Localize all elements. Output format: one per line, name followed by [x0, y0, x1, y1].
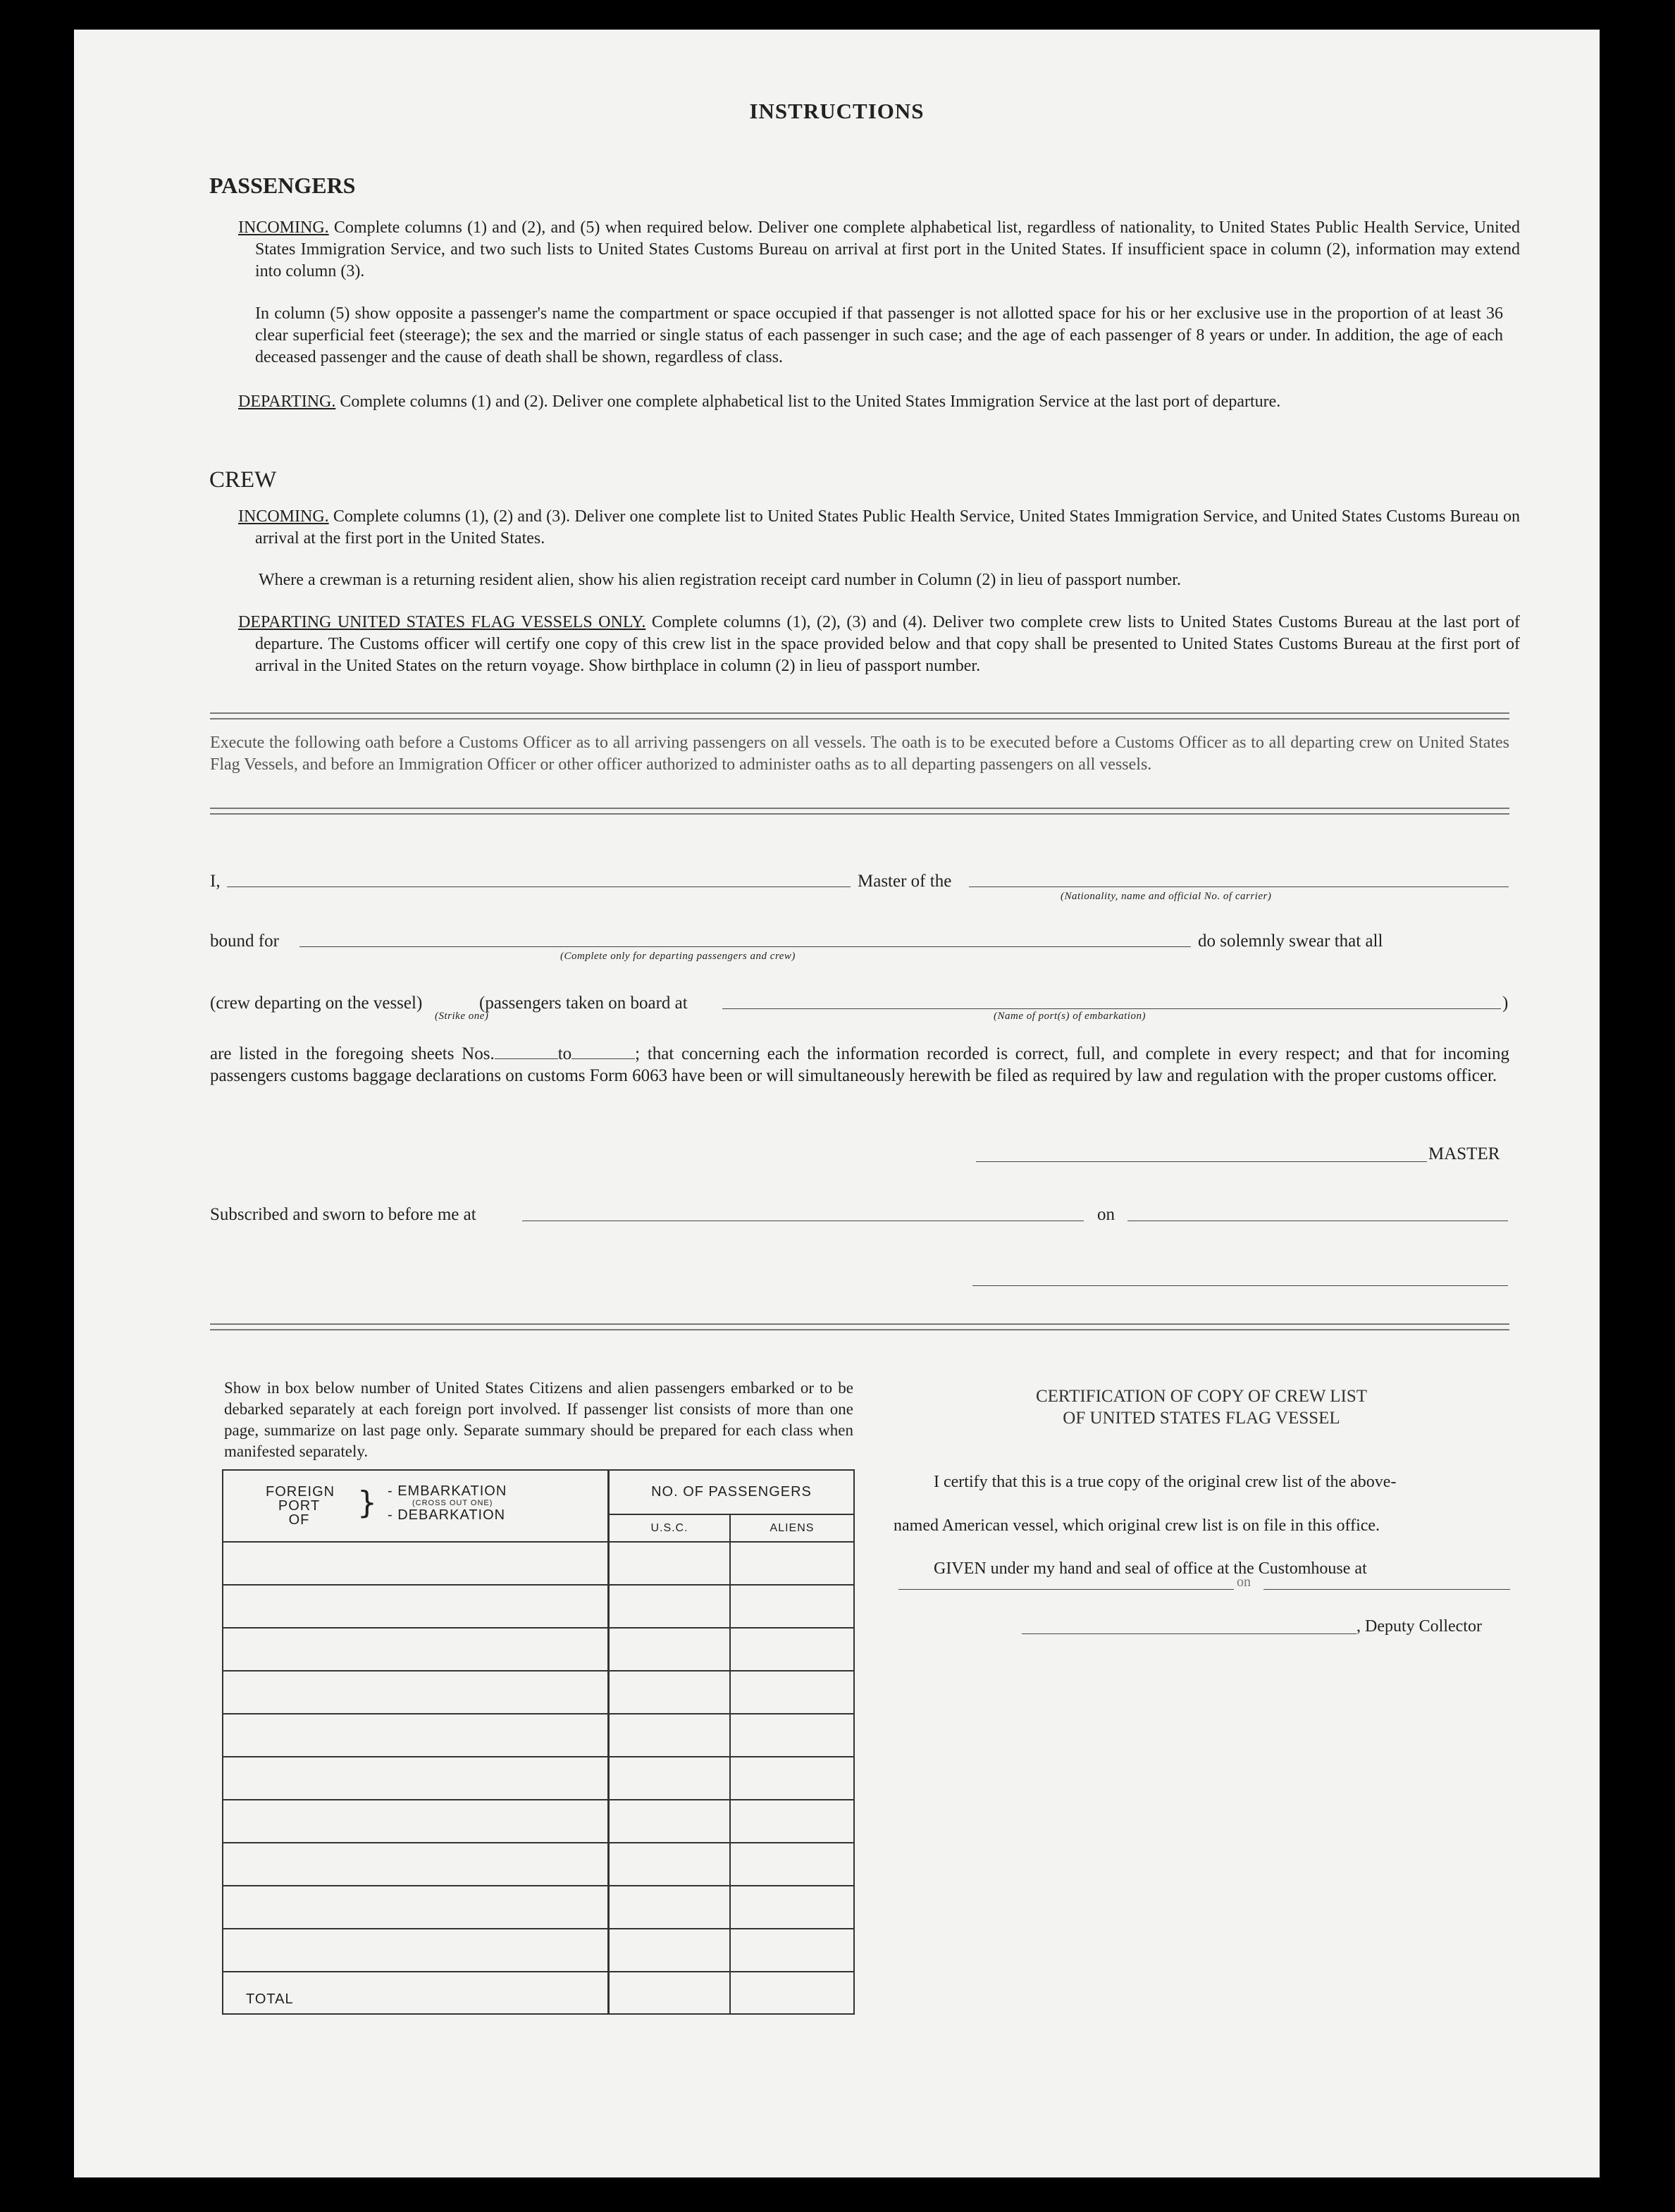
aliens-cell[interactable] [730, 1542, 854, 1585]
crew-heading: CREW [209, 467, 277, 493]
usc-cell[interactable] [609, 1886, 731, 1929]
passengers-incoming-paragraph [238, 217, 1520, 283]
port-cell[interactable] [223, 1628, 609, 1671]
master-of-the-label: Master of the [858, 872, 952, 891]
port-cell[interactable] [223, 1542, 609, 1585]
listed-to: to [557, 1044, 572, 1063]
oath-i: I, [210, 872, 221, 891]
table-row [223, 1628, 854, 1671]
aliens-cell[interactable] [730, 1757, 854, 1800]
passengers-departing-label: DEPARTING. [238, 393, 336, 411]
passengers-column5-paragraph: In column (5) show opposite a passenger's name the compartment or space occupied if that passenger is not allotted space for his or her exclusive use in the proportion of at least 36 clear superficial feet (steerage); the sex and the married or single status of each passenger in such case; and the age of each passenger of 8 years or under. In addition, the age of each deceased passenger and the cause of death shall be shown, regardless of class. [255, 304, 1503, 366]
certify-line-1: I certify that this is a true copy of the original crew list of the above- [934, 1473, 1397, 1491]
usc-cell[interactable] [609, 1929, 731, 1972]
aliens-cell[interactable] [730, 1714, 854, 1757]
table-row [223, 1542, 854, 1585]
crew-resident-paragraph: Where a crewman is a returning resident alien, show his alien registration receipt card number in Column (2) in lieu of passport number. [259, 571, 1181, 589]
port-cell[interactable] [223, 1714, 609, 1757]
aliens-header: ALIENS [730, 1514, 854, 1542]
close-paren: ) [1502, 994, 1509, 1013]
usc-cell[interactable] [609, 1671, 731, 1714]
foreign-port-header [223, 1470, 609, 1542]
certify-line-2: named American vessel, which original crew list is on file in this office. [894, 1516, 1380, 1535]
sheet-from-field[interactable] [495, 1058, 558, 1059]
crew-incoming-label: INCOMING. [238, 507, 329, 526]
crew-departing-label: DEPARTING UNITED STATES FLAG VESSELS ONLY. [238, 613, 646, 631]
port-cell[interactable] [223, 1886, 609, 1929]
section-divider [210, 712, 1509, 719]
table-row [223, 1843, 854, 1886]
crew-departing-paragraph [238, 612, 1520, 677]
usc-cell[interactable] [609, 1585, 731, 1628]
bound-for-label: bound for [210, 932, 279, 951]
crew-incoming-paragraph [238, 506, 1520, 550]
port-cell[interactable] [223, 1800, 609, 1843]
aliens-cell[interactable] [730, 1628, 854, 1671]
sworn-on-label: on [1097, 1205, 1115, 1224]
subscribed-label: Subscribed and sworn to before me at [210, 1205, 476, 1224]
execute-oath-paragraph: Execute the following oath before a Customs Officer as to all arriving passengers on all vessels. The oath is to be executed before a Customs Officer as to all departing crew on United States Flag Vessels, and before an Immigration Officer or other officer authorized to administer oaths as to all departing passengers on all vessels. [210, 734, 1509, 774]
given-line: GIVEN under my hand and seal of office at the Customhouse at [934, 1559, 1367, 1578]
ports-line[interactable] [722, 1008, 1501, 1009]
usc-cell[interactable] [609, 1628, 731, 1671]
table-row [223, 1800, 854, 1843]
embarkation-option[interactable]: - EMBARKATION [388, 1483, 507, 1499]
aliens-cell[interactable] [730, 1671, 854, 1714]
certify-date-line[interactable] [1263, 1589, 1510, 1590]
passengers-incoming-text: Complete columns (1) and (2), and (5) when required below. Deliver one complete alphabetical list, regardless of nationality, to United States Public Health Service, United States Immigration Service, and two such lists to United States Customs Bureau on arrival at first port in the United States. If insufficient space in column (2), information may extend into column (3). [255, 218, 1520, 280]
brace-icon: } [357, 1485, 377, 1521]
crew-incoming-text: Complete columns (1), (2) and (3). Deliver one complete list to United States Public Health Service, United States Immigration Service, and United States Customs Bureau on arrival at the first port in the United States. [255, 507, 1521, 548]
table-row [223, 1929, 854, 1972]
listed-rest: ; that concerning each the information recorded is correct, full, and complete in every respect; and that for incoming passengers customs baggage declarations on customs Form 6063 have been or will simultaneously herewith be filed as required by law and regulation with the proper customs officer. [210, 1044, 1509, 1085]
usc-cell[interactable] [609, 1542, 731, 1585]
port-cell[interactable] [223, 1929, 609, 1972]
passenger-summary-table [222, 1469, 855, 2015]
strike-one-caption: (Strike one) [435, 1011, 489, 1022]
usc-cell[interactable] [609, 1757, 731, 1800]
crew-departing-option[interactable]: (crew departing on the vessel) [210, 994, 423, 1013]
certification-title: CERTIFICATION OF COPY OF CREW LIST OF UNITED STATES FLAG VESSEL [1035, 1387, 1368, 1428]
usc-header: U.S.C. [609, 1514, 731, 1542]
table-row [223, 1585, 854, 1628]
master-name-line[interactable] [227, 886, 851, 887]
summary-instructions: Show in box below number of United States Citizens and alien passengers embarked or to be debarked separately at each foreign port involved. If passenger list consists of more than one page, summarize on last page only. Separate summary should be prepared for each class when manifested separately. [224, 1379, 853, 1460]
cross-out-caption: (CROSS OUT ONE) [412, 1499, 493, 1507]
certify-on-label: on [1237, 1574, 1251, 1590]
section-divider [210, 808, 1509, 815]
passengers-departing-paragraph [238, 391, 1520, 413]
foreign-port-of-label: FOREIGN PORT OF [266, 1484, 335, 1528]
listed-paragraph [210, 1043, 1509, 1087]
usc-cell[interactable] [609, 1714, 731, 1757]
passengers-taken-option[interactable]: (passengers taken on board at [479, 994, 688, 1013]
total-aliens-cell[interactable] [730, 1972, 854, 2014]
master-signature-line[interactable] [976, 1161, 1427, 1162]
aliens-cell[interactable] [730, 1929, 854, 1972]
passengers-heading: PASSENGERS [209, 173, 356, 198]
listed-prefix: are listed in the foregoing sheets Nos. [210, 1044, 495, 1063]
bound-for-line[interactable] [299, 946, 1191, 947]
port-cell[interactable] [223, 1843, 609, 1886]
table-row [223, 1757, 854, 1800]
ports-caption: (Name of port(s) of embarkation) [994, 1011, 1146, 1022]
table-row [223, 1886, 854, 1929]
aliens-cell[interactable] [730, 1800, 854, 1843]
aliens-cell[interactable] [730, 1585, 854, 1628]
port-cell[interactable] [223, 1671, 609, 1714]
port-cell[interactable] [223, 1585, 609, 1628]
table-row [223, 1671, 854, 1714]
usc-cell[interactable] [609, 1800, 731, 1843]
deputy-collector-label: , Deputy Collector [1356, 1617, 1482, 1636]
no-of-passengers-header: NO. OF PASSENGERS [609, 1470, 855, 1514]
table-row [223, 1714, 854, 1757]
customhouse-line[interactable] [898, 1589, 1234, 1590]
carrier-caption: (Nationality, name and official No. of carrier) [1061, 891, 1272, 902]
section-divider [210, 1323, 1509, 1330]
officer-signature-line[interactable] [972, 1285, 1508, 1286]
departing-caption: (Complete only for departing passengers and crew) [560, 951, 796, 962]
form-page [74, 30, 1600, 2177]
total-label: TOTAL [223, 1972, 609, 2014]
total-usc-cell[interactable] [609, 1972, 731, 2014]
swear-text: do solemnly swear that all [1198, 932, 1383, 951]
aliens-cell[interactable] [730, 1886, 854, 1929]
sheet-to-field[interactable] [571, 1058, 635, 1059]
master-label: MASTER [1428, 1144, 1500, 1163]
passengers-incoming-label: INCOMING. [238, 218, 329, 237]
passengers-departing-text: Complete columns (1) and (2). Deliver one complete alphabetical list to the United States Immigration Service at the last port of departure. [340, 393, 1281, 411]
aliens-cell[interactable] [730, 1843, 854, 1886]
debarkation-option[interactable]: - DEBARKATION [388, 1507, 506, 1523]
page-title: INSTRUCTIONS [749, 99, 925, 123]
carrier-line[interactable] [969, 886, 1509, 887]
port-cell[interactable] [223, 1757, 609, 1800]
deputy-signature-line[interactable] [1022, 1633, 1356, 1634]
crew-departing-text: Complete columns (1), (2), (3) and (4). Deliver two complete crew lists to United States Customs Bureau at the last port of departure. The Customs officer will certify one copy of this crew list in the space provided below and that copy shall be presented to United States Customs Bureau at the first port of arrival in the United States on the return voyage. Show birthplace in column (2) in lieu of passport number. [255, 613, 1520, 675]
usc-cell[interactable] [609, 1843, 731, 1886]
